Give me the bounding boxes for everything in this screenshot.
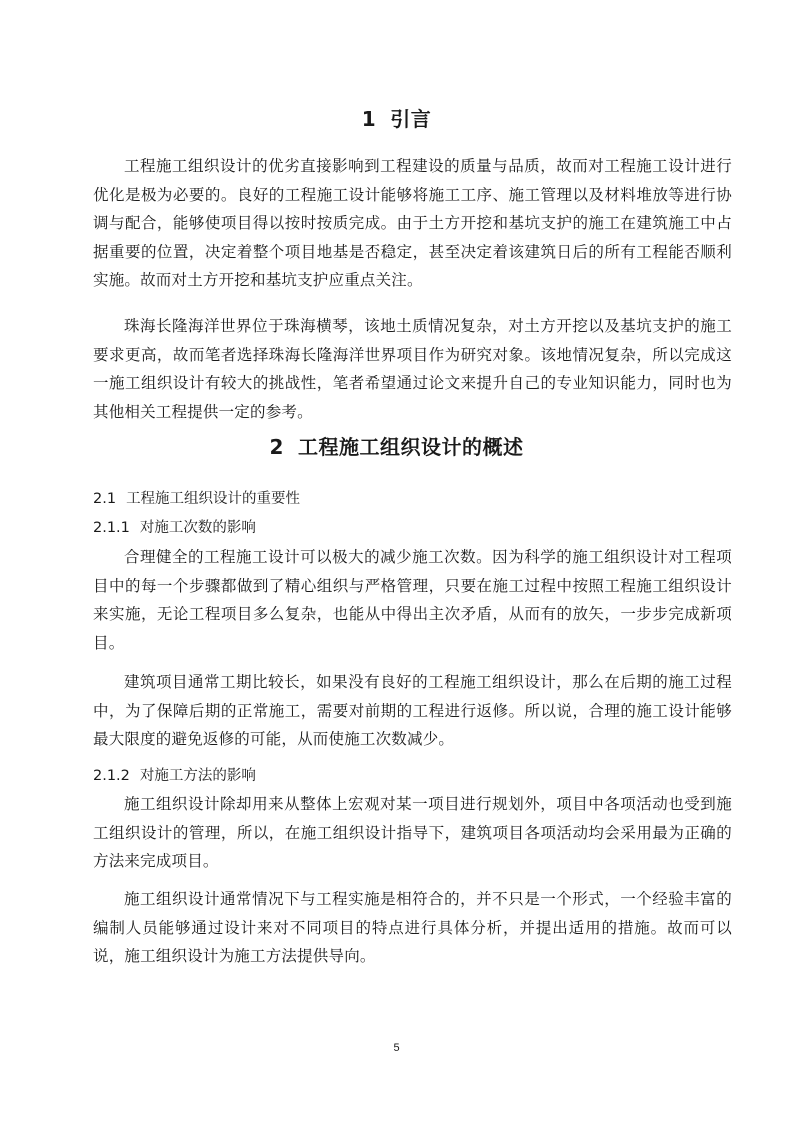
section-number: 1 — [361, 107, 377, 131]
paragraph-3: 合理健全的工程施工设计可以极大的减少施工次数。因为科学的施工组织设计对工程项目中的每一个步骤都做到了精心组织与严格管理，只要在施工过程中按照工程施工组织设计来实施，无论工程项目多么复杂，也能从中得出主次矛盾，从而有的放矢，一步步完成新项目。 — [93, 548, 732, 652]
section-1-heading — [0, 103, 793, 132]
section-2-1-2-heading — [93, 764, 256, 785]
paragraph-2: 珠海长隆海洋世界位于珠海横琴，该地土质情况复杂，对土方开挖以及基坑支护的施工要求更高，故而笔者选择珠海长隆海洋世界项目作为研究对象。该地情况复杂，所以完成这一施工组织设计有较大的挑战性，笔者希望通过论文来提升自己的专业知识能力，同时也为其他相关工程提供一定的参考。 — [93, 317, 732, 421]
section-number: 2.1.2 — [93, 768, 130, 784]
paragraph-1: 工程施工组织设计的优劣直接影响到工程建设的质量与品质，故而对工程施工设计进行优化是极为必要的。良好的工程施工设计能够将施工工序、施工管理以及材料堆放等进行协调与配合，能够使项目得以按时按质完成。由于土方开挖和基坑支护的施工在建筑施工中占据重要的位置，决定着整个项目地基是否稳定，甚至决定着该建筑日后的所有工程能否顺利实施。故而对土方开挖和基坑支护应重点关注。 — [93, 157, 732, 290]
section-2-heading — [0, 431, 793, 460]
section-number: 2 — [269, 435, 284, 459]
section-2-1-heading — [93, 487, 300, 508]
page-number: 5 — [393, 1042, 400, 1054]
section-title: 工程施工组织设计的重要性 — [126, 491, 301, 507]
section-2-1-1-heading — [93, 516, 256, 537]
paragraph-6: 施工组织设计通常情况下与工程实施是相符合的，并不只是一个形式，一个经验丰富的编制人员能够通过设计来对不同项目的特点进行具体分析，并提出适用的措施。故而可以说，施工组织设计为施工方法提供导向。 — [93, 890, 732, 966]
paragraph-5: 施工组织设计除却用来从整体上宏观对某一项目进行规划外，项目中各项活动也受到施工组织设计的管理，所以，在施工组织设计指导下，建筑项目各项活动均会采用最为正确的方法来完成项目。 — [93, 795, 732, 871]
section-number: 2.1 — [93, 491, 117, 507]
section-title: 对施工次数的影响 — [139, 520, 256, 536]
paragraph-4: 建筑项目通常工期比较长，如果没有良好的工程施工组织设计，那么在后期的施工过程中，为了保障后期的正常施工，需要对前期的工程进行返修。所以说，合理的施工设计能够最大限度的避免返修的可能，从而使施工次数减少。 — [93, 673, 732, 749]
section-title: 工程施工组织设计的概述 — [297, 435, 524, 459]
section-title: 对施工方法的影响 — [139, 768, 256, 784]
section-number: 2.1.1 — [93, 520, 130, 536]
section-title: 引言 — [390, 107, 432, 131]
